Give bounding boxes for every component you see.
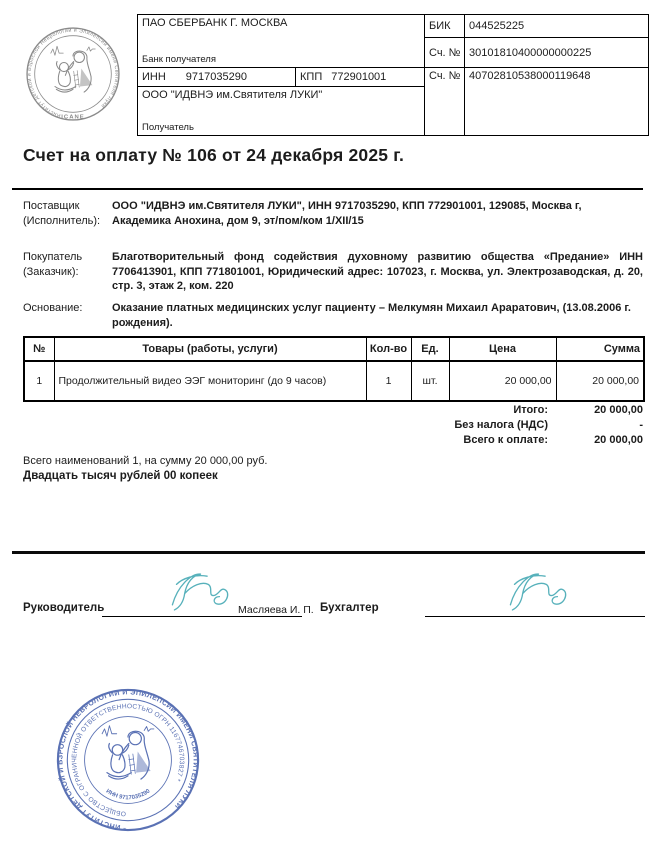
supplier-row	[23, 199, 643, 228]
item-qty: 1	[366, 361, 411, 401]
grand-total-value: 20 000,00	[594, 434, 643, 446]
supplier-label-line1: Поставщик	[23, 200, 80, 212]
account-label: Сч. №	[425, 68, 465, 136]
corr-account-label: Сч. №	[425, 38, 465, 68]
kpp-value: 772901001	[331, 71, 387, 83]
buyer-value: Благотворительный фонд содействия духовному развитию общества «Предание» ИНН 7706413901, КПП 771801001, Юридический адрес: 107023, г. Москва, ул. Электрозаводская, д. 20, стр. 3, этаж 2, ком. 220	[112, 251, 643, 292]
col-header-sum: Сумма	[556, 337, 644, 361]
amount-in-words: Двадцать тысяч рублей 00 копеек	[23, 470, 218, 482]
corr-account-value: 30101810400000000225	[465, 38, 649, 68]
item-unit: шт.	[411, 361, 449, 401]
bank-name: ПАО СБЕРБАНК Г. МОСКВА	[142, 17, 288, 29]
summary-block	[23, 454, 268, 484]
stamp-emblem-art	[102, 726, 154, 779]
stamp-inn-text: ИНН 9717035290	[104, 788, 152, 802]
kpp-label: КПП	[300, 71, 323, 83]
grand-total-label: Всего к оплате:	[463, 434, 548, 446]
title-rule	[12, 188, 643, 190]
col-header-unit: Ед.	[411, 337, 449, 361]
bank-name-cell	[138, 15, 425, 68]
basis-value: Оказание платных медицинских услуг пациенту – Мелкумян Михаил Араратович, (13.08.2006 г. рождения).	[112, 302, 631, 329]
col-header-price: Цена	[449, 337, 556, 361]
account-value: 40702810538000119648	[465, 68, 649, 136]
col-header-num: №	[24, 337, 54, 361]
logo-emblem-art	[51, 46, 95, 92]
bank-requisites-table	[137, 14, 649, 136]
item-num: 1	[24, 361, 54, 401]
subtotal-label: Итого:	[513, 404, 548, 416]
buyer-row	[23, 250, 643, 294]
buyer-label-line1: Покупатель	[23, 251, 83, 263]
supplier-label	[23, 199, 112, 228]
basis-label: Основание:	[23, 302, 83, 314]
total-row-subtotal	[23, 403, 643, 418]
col-header-qty: Кол-во	[366, 337, 411, 361]
item-name: Продолжительный видео ЭЭГ мониторинг (до 9 часов)	[54, 361, 366, 401]
invoice-title: Счет на оплату № 106 от 24 декабря 2025 г.	[23, 145, 405, 165]
vat-value: -	[639, 419, 643, 431]
items-table	[23, 336, 645, 402]
recipient-caption: Получатель	[142, 122, 194, 133]
buyer-label	[23, 250, 112, 294]
accountant-signature-line	[425, 616, 645, 617]
accountant-label: Бухгалтер	[320, 602, 379, 614]
signature-rule	[12, 551, 645, 554]
bik-label: БИК	[425, 15, 465, 38]
totals-block	[23, 403, 643, 448]
director-name: Масляева И. П.	[238, 604, 314, 616]
vat-label: Без налога (НДС)	[454, 419, 548, 431]
item-sum: 20 000,00	[556, 361, 644, 401]
director-signature-line	[102, 616, 302, 617]
item-price: 20 000,00	[449, 361, 556, 401]
clinic-logo-seal	[25, 26, 121, 122]
director-label: Руководитель	[23, 602, 105, 614]
inn-value: 9717035290	[185, 71, 247, 83]
accountant-signature	[498, 568, 578, 614]
bank-caption: Банк получателя	[142, 54, 216, 65]
col-header-name: Товары (работы, услуги)	[54, 337, 366, 361]
company-stamp	[54, 686, 202, 834]
items-count-line: Всего наименований 1, на сумму 20 000,00 руб.	[23, 455, 268, 467]
total-row-vat	[23, 418, 643, 433]
logo-caption: ICANE	[61, 114, 85, 121]
director-signature	[160, 568, 240, 614]
total-row-grand	[23, 433, 643, 448]
kpp-cell	[296, 68, 425, 87]
supplier-value: ООО "ИДВНЭ им.Святителя ЛУКИ", ИНН 9717035290, КПП 772901001, 129085, Москва г, Академика Анохина, дом 9, эт/пом/ком 1/XII/15	[112, 200, 582, 227]
inn-label: ИНН	[142, 71, 166, 83]
items-header-row	[24, 337, 644, 361]
buyer-label-line2: (Заказчик):	[23, 265, 79, 278]
logo-ring-text: Институт Детской и Взрослой Неврологии и Эпилепсии имени Святителя Луки	[26, 27, 120, 119]
bik-value: 044525225	[465, 15, 649, 38]
recipient-name: ООО "ИДВНЭ им.Святителя ЛУКИ"	[142, 89, 323, 101]
stamp-inner-text: ОБЩЕСТВО С ОГРАНИЧЕННОЙ ОТВЕТСТВЕННОСТЬЮ ОГРН 1167746703827 *	[71, 703, 185, 817]
recipient-cell	[138, 87, 425, 136]
subtotal-value: 20 000,00	[594, 404, 643, 416]
supplier-label-line2: (Исполнитель):	[23, 214, 101, 227]
item-row	[24, 361, 644, 401]
inn-cell	[138, 68, 296, 87]
basis-row	[23, 301, 643, 330]
stamp-outer-text: * ИНСТИТУТ ДЕТСКОЙ И ВЗРОСЛОЙ НЕВРОЛОГИИ И ЭПИЛЕПСИИ ИМЕНИ СВЯТИТЕЛЯ ЛУКИ	[55, 687, 201, 833]
